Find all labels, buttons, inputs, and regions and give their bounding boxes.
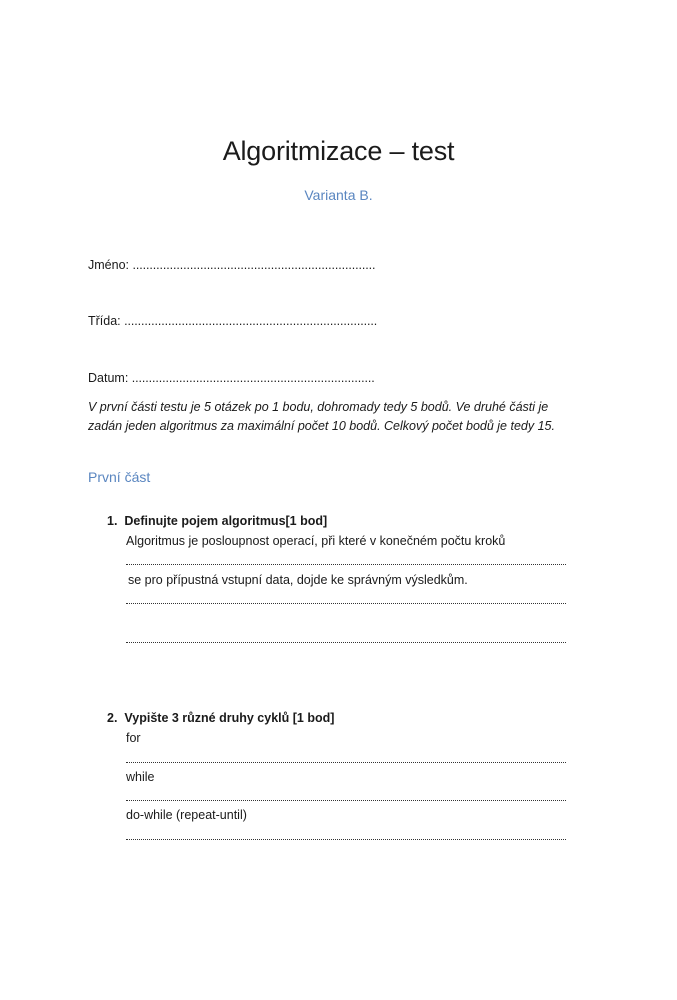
date-blank: ........................................................................ (131, 371, 375, 385)
question-number: 1. (107, 514, 118, 528)
class-label: Třída: (88, 314, 121, 328)
name-label: Jméno: (88, 258, 129, 272)
test-instructions: V první části testu je 5 otázek po 1 bodu, dohromady tedy 5 bodů. Ve druhé části je zadán jeden algoritmus za maximální počet 10 bodů. Celkový počet bodů je tedy 15. (88, 400, 555, 433)
answer-dotted-line (126, 603, 566, 604)
answer-dotted-line (126, 839, 566, 840)
name-field (88, 258, 375, 272)
answer-line-1: for (126, 731, 141, 745)
question-1 (107, 514, 327, 528)
answer-line-2: se pro přípustná vstupní data, dojde ke správným výsledkům. (128, 573, 468, 587)
name-blank: ........................................................................ (132, 258, 376, 272)
answer-dotted-line (126, 642, 566, 643)
date-label: Datum: (88, 371, 129, 385)
answer-dotted-line (126, 762, 566, 763)
question-text: Definujte pojem algoritmus[1 bod] (124, 514, 328, 528)
answer-line-3: do-while (repeat-until) (126, 808, 247, 822)
answer-dotted-line (126, 564, 566, 565)
answer-line-1: Algoritmus je posloupnost operací, při které v konečném počtu kroků (126, 534, 506, 548)
question-2 (107, 711, 334, 725)
question-number: 2. (107, 711, 118, 725)
document-title: Algoritmizace – test (222, 136, 455, 166)
question-text: Vypište 3 různé druhy cyklů [1 bod] (124, 711, 335, 725)
answer-line-2: while (126, 770, 155, 784)
class-field (88, 314, 377, 328)
variant-subtitle: Varianta B. (304, 187, 373, 203)
answer-dotted-line (126, 800, 566, 801)
section-title: První část (88, 469, 151, 485)
class-blank: ........................................................................... (124, 314, 378, 328)
date-field (88, 371, 375, 385)
